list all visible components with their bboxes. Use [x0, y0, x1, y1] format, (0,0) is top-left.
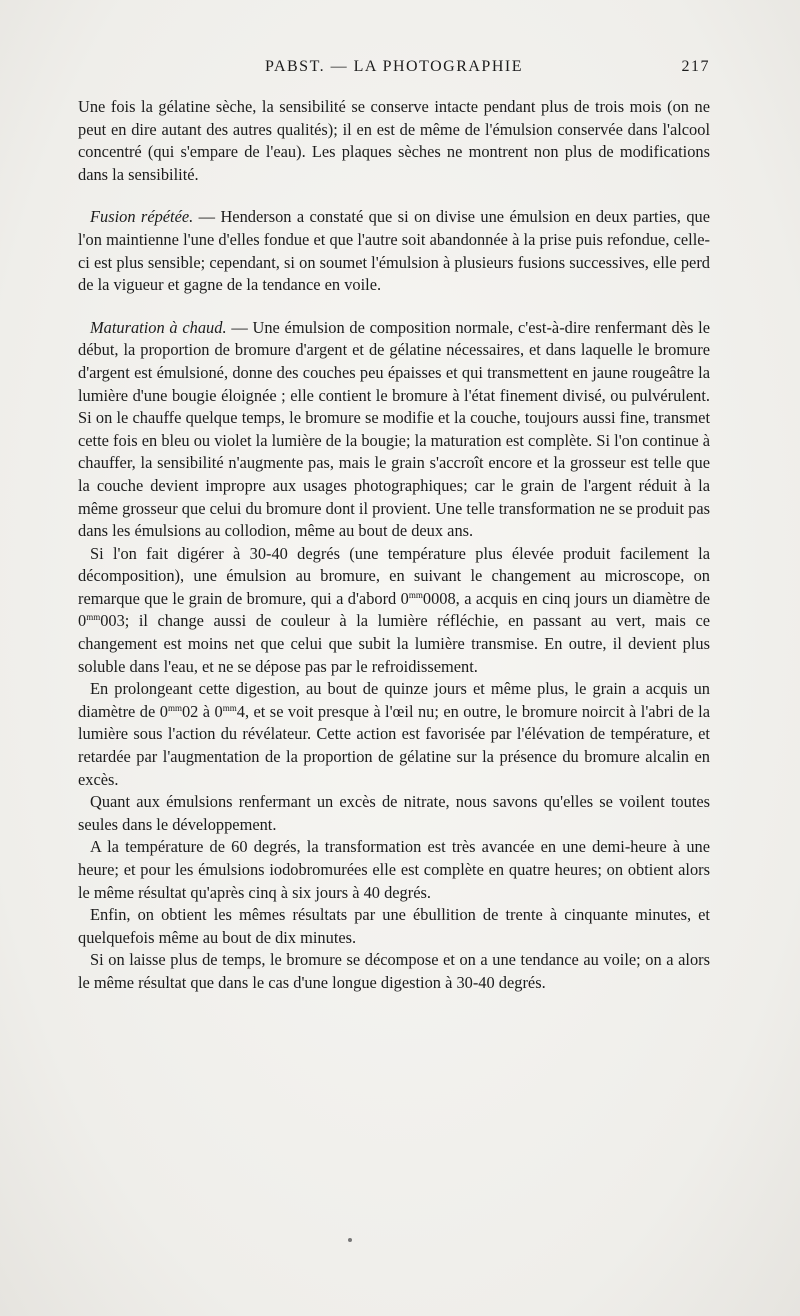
running-title: PABST. — LA PHOTOGRAPHIE	[265, 58, 523, 75]
paragraph-text: 003; il change aussi de couleur à la lumière réfléchie, en passant au vert, mais ce changement est moins net que celui que subit la lumière transmise. En outre, il devient plus soluble dans l'eau, et ne se dépose pas par le refroidissement.	[78, 611, 710, 676]
paragraph-text: 02 à 0	[181, 701, 223, 721]
paragraph-text: A la température de 60 degrés, la transformation est très avancée en une demi-heure à une heure; et pour les émulsions iodobromurées elle est complète en quatre heures; on obtient alors le même résultat qu'après cinq à six jours à 40 degrés.	[78, 837, 710, 902]
paragraph-decomposition	[78, 949, 710, 994]
paragraph-text: Si on laisse plus de temps, le bromure se décompose et on a une tendance au voile; on a alors le même résultat que dans le cas d'une longue digestion à 30-40 degrés.	[78, 950, 710, 992]
unit-superscript: mm	[222, 702, 237, 713]
paragraph-digestion	[78, 543, 710, 679]
page-body	[78, 96, 710, 995]
paragraph-text: — Une émulsion de composition normale, c'est-à-dire renfermant dès le début, la proportion de bromure d'argent et de gélatine nécessaires, et dans laquelle le bromure d'argent est émulsioné, donne des couches peu épaisses et qui transmettent en jaune rougeâtre la lumière d'une bougie éloignée ; elle contient le bromure à l'état finement divisé, ou pulvérulent. Si on le chauffe quelque temps, le bromure se modifie et la couche, toujours aussi fine, transmet cette fois en bleu ou violet la lumière de la bougie; la maturation est complète. Si l'on continue à chauffer, la sensibilité n'augmente pas, mais le grain s'accroît encore et la grosseur est telle que la couche devient impropre aux usages photographiques; car le grain de l'argent réduit à la même grosseur que celui du bromure dont il provient. Une telle transformation ne se produit pas dans les émulsions au collodion, même au bout de deux ans.	[78, 317, 711, 541]
paragraph-ebullition	[78, 904, 710, 949]
paragraph-text: — Henderson a constaté que si on divise une émulsion en deux parties, que l'on maintienne l'une d'elles fondue et que l'autre soit abandonnée à la prise puis refondue, celle-ci est plus sensible; cependant, si on soumet l'émulsion à plusieurs fusions successives, elle perd de la vigueur et gagne de la tendance en voile.	[78, 207, 710, 295]
print-speck	[348, 1238, 352, 1242]
paragraph-nitrate-excess	[78, 791, 710, 836]
paragraph-text: Si l'on fait digérer à 30-40 degrés (une température plus élevée produit facilement la décomposition), une émulsion au bromure, en suivant le changement au microscope, on remarque que le grain de bromure, qui a d'abord 0	[78, 543, 710, 608]
paragraph-text: 0008, a acquis en cinq jours un diamètre de 0	[78, 588, 710, 631]
unit-superscript: mm	[408, 589, 423, 600]
section-heading-fusion: Fusion répétée.	[90, 207, 194, 227]
paragraph-text: Une fois la gélatine sèche, la sensibilité se conserve intacte pendant plus de trois mois (on ne peut en dire autant des autres qualités); il en est de même de l'émulsion conservée dans l'alcool concentré (qui s'empare de l'eau). Les plaques sèches ne montrent non plus de modifications dans la sensibilité.	[78, 97, 710, 184]
paragraph-maturation-a-chaud	[78, 317, 710, 543]
paragraph-sixty-degrees	[78, 836, 710, 904]
running-header	[78, 58, 710, 82]
section-heading-maturation: Maturation à chaud.	[90, 317, 227, 337]
paragraph-text: 4, et se voit presque à l'œil nu; en outre, le bromure noircit à l'abri de la lumière sous l'action du révélateur. Cette action est favorisée par l'élévation de température, et retardée par l'augmentation de la proportion de gélatine sur la présence du bromure alcalin en excès.	[78, 701, 711, 789]
paragraph-text: En prolongeant cette digestion, au bout de quinze jours et même plus, le grain a acquis un diamètre de 0	[78, 679, 710, 721]
paragraph-text: Enfin, on obtient les mêmes résultats par une ébullition de trente à cinquante minutes, et quelquefois même au bout de dix minutes.	[78, 905, 710, 947]
unit-superscript: mm	[86, 612, 101, 623]
paragraph-text: Quant aux émulsions renfermant un excès de nitrate, nous savons qu'elles se voilent toutes seules dans le développement.	[78, 792, 710, 834]
paragraph-prolonged-digestion	[78, 678, 710, 791]
paragraph-fusion-repetee	[78, 206, 710, 296]
page-number: 217	[681, 58, 710, 75]
paragraph-gelatin-sensitivity	[78, 96, 710, 186]
unit-superscript: mm	[167, 702, 182, 713]
